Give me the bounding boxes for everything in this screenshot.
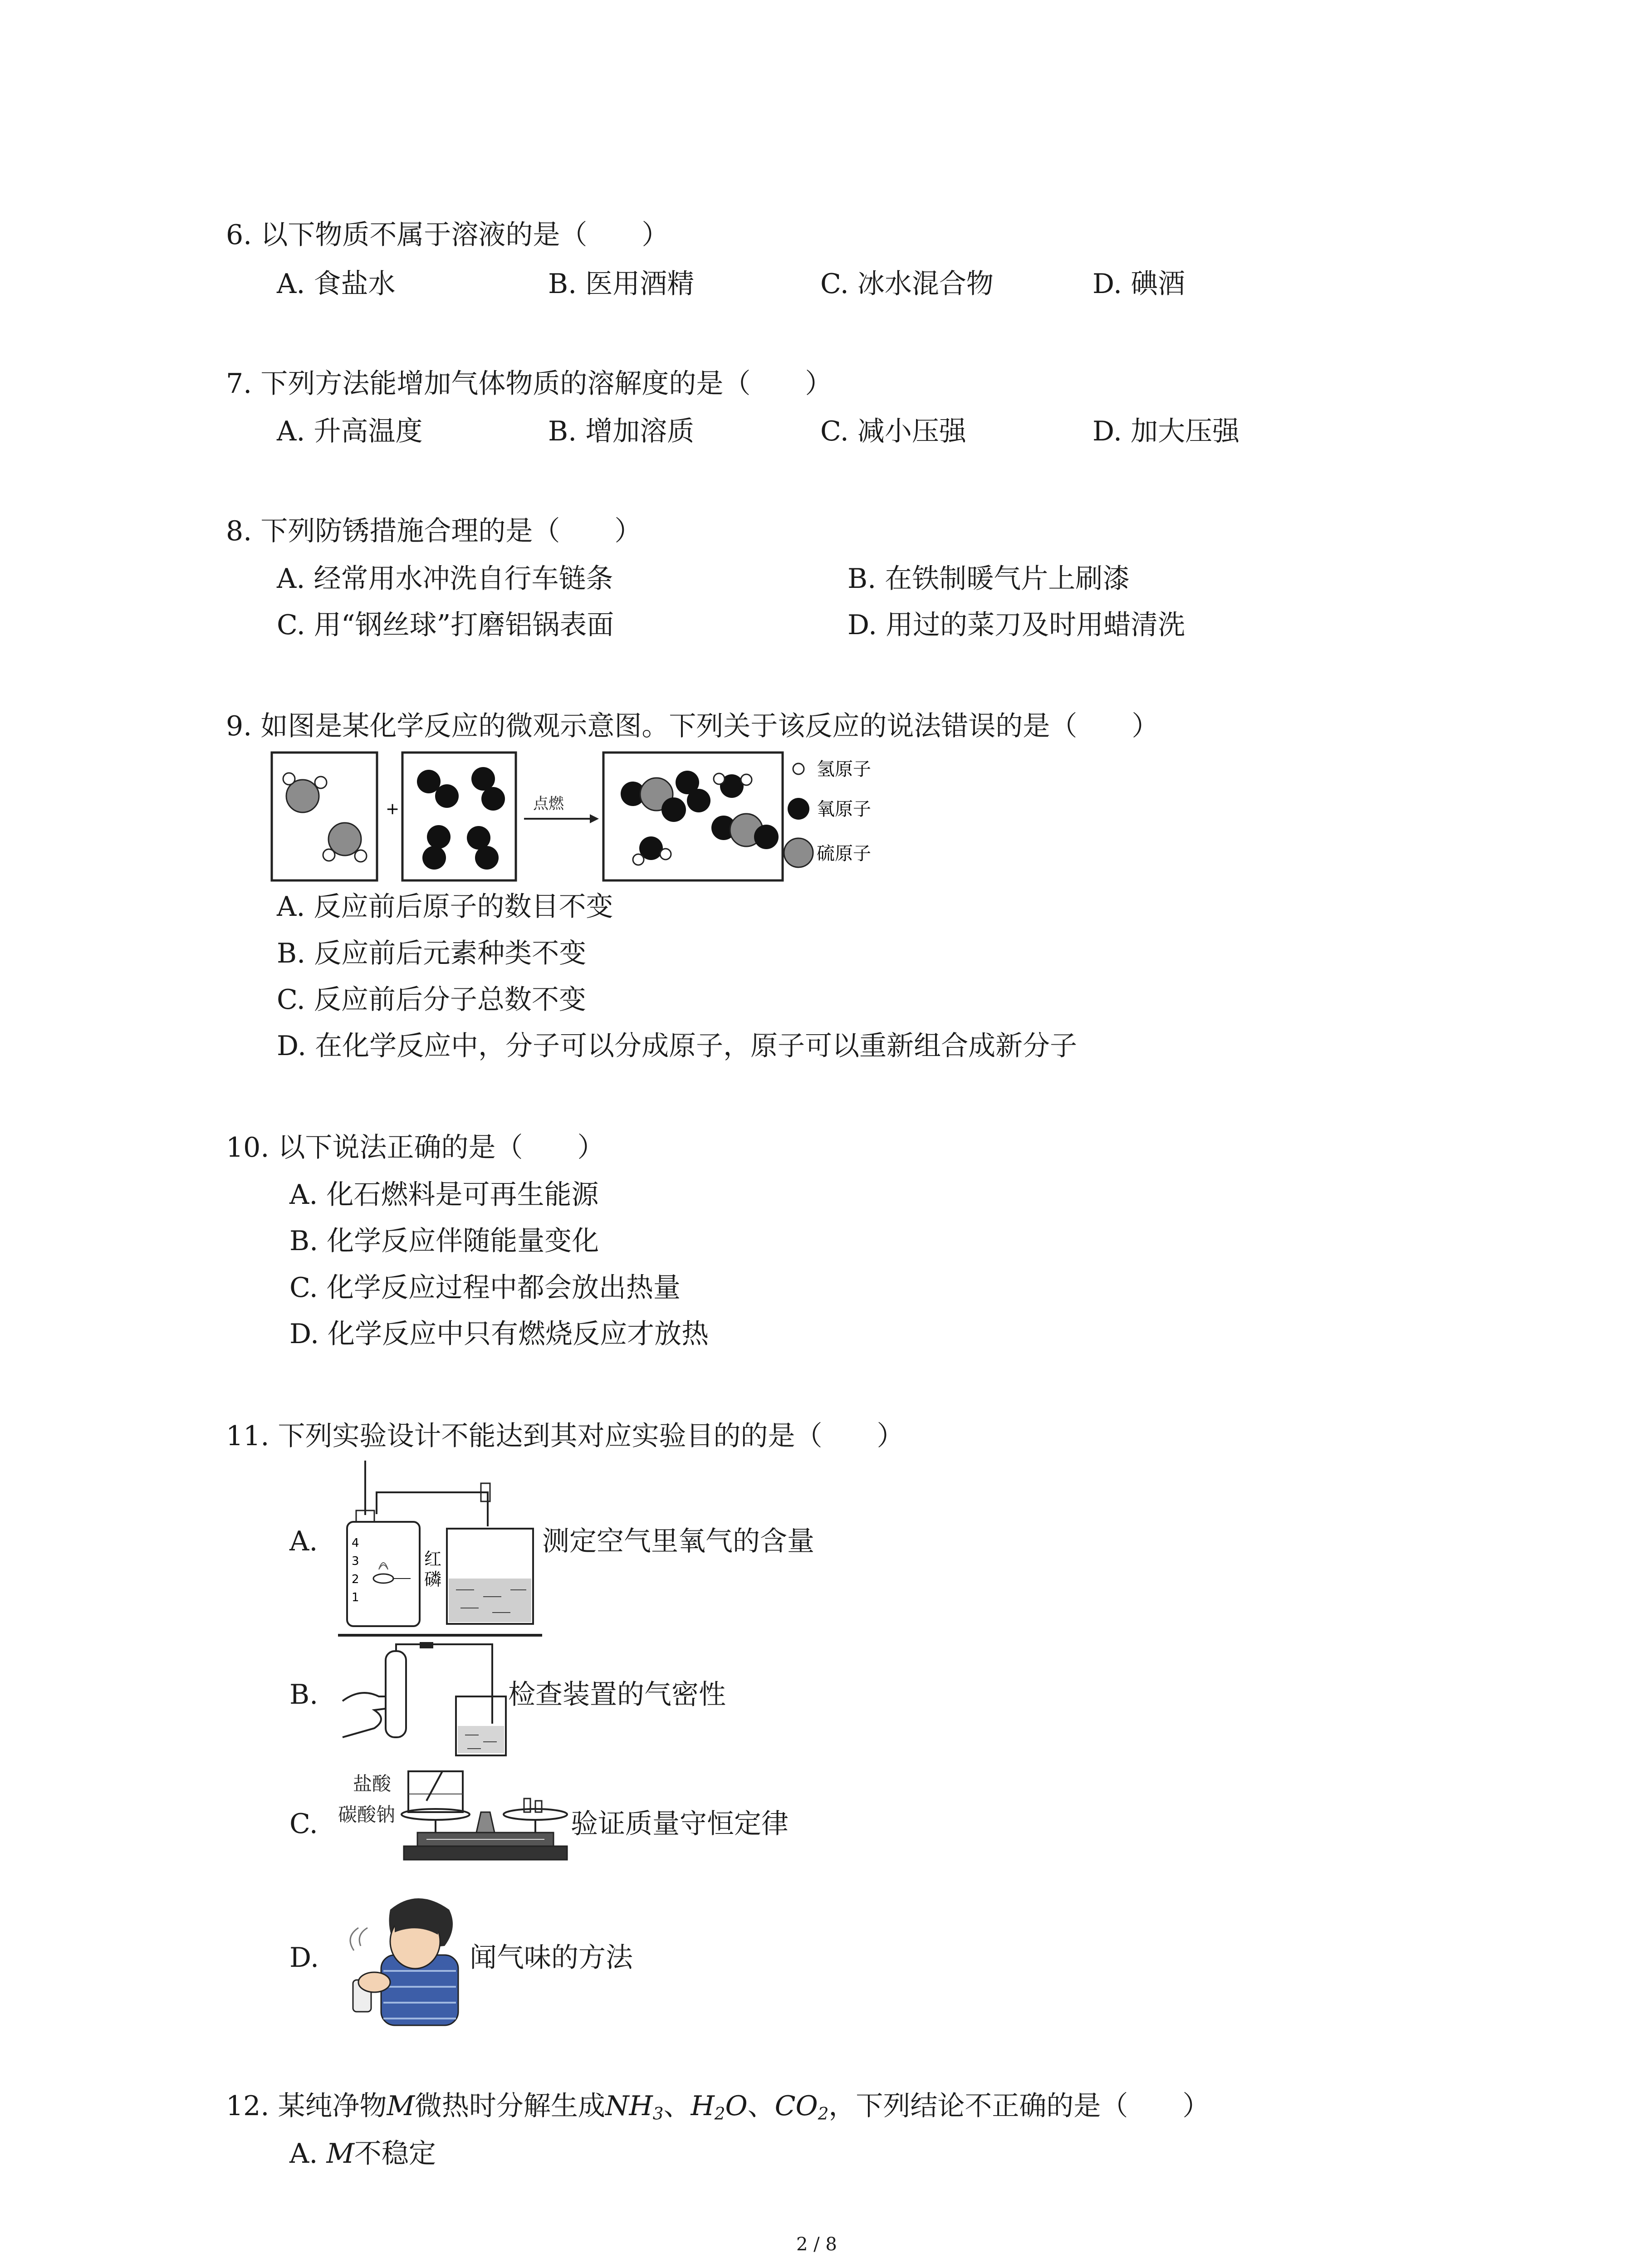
q8-stem: 8. 下列防锈措施合理的是（ ） xyxy=(226,515,642,547)
q10-stem: 10. 以下说法正确的是（ ） xyxy=(226,1132,605,1163)
q10-option-a: A. 化石燃料是可再生能源 xyxy=(289,1179,599,1211)
q11d-caption: 闻气味的方法 xyxy=(470,1942,633,1974)
red-phosphorus-label-1: 红 xyxy=(424,1549,442,1569)
q12-formula-nh3: $NH_3$ xyxy=(605,2090,664,2124)
q7-option-b: B. 增加溶质 xyxy=(548,415,695,447)
q8-option-d: D. 用过的菜刀及时用蜡清洗 xyxy=(847,609,1185,641)
red-phosphorus-label-2: 磷 xyxy=(424,1569,442,1589)
q12-stem-mid: 微热时分解生成 xyxy=(414,2090,605,2122)
q7-option-c: C. 减小压强 xyxy=(820,415,966,447)
scale-1: 1 xyxy=(352,1591,359,1604)
q8-option-b: B. 在铁制暖气片上刷漆 xyxy=(847,563,1130,595)
q12-stem xyxy=(226,2090,1210,2130)
q6-option-d: D. 碘酒 xyxy=(1092,268,1185,300)
q11b-airtightness-apparatus xyxy=(338,1642,510,1765)
scale-2: 2 xyxy=(352,1573,359,1586)
q10-option-b: B. 化学反应伴随能量变化 xyxy=(289,1225,599,1257)
q8-option-c: C. 用“钢丝球”打磨铝锅表面 xyxy=(277,609,614,641)
so2-molecule-2 xyxy=(711,814,779,849)
q6-option-b: B. 医用酒精 xyxy=(548,268,695,300)
scale-3: 3 xyxy=(352,1554,359,1568)
q12-variable-m: M xyxy=(387,2090,415,2122)
q10-option-c: C. 化学反应过程中都会放出热量 xyxy=(289,1272,681,1304)
q12-formula-co2: $CO_2$ xyxy=(774,2090,829,2124)
q12-stem-end: ，下列结论不正确的是（ ） xyxy=(828,2090,1210,2122)
h2o-molecule xyxy=(714,773,752,798)
page-number: 2 / 8 xyxy=(796,2234,837,2255)
q11-option-c: C. xyxy=(289,1808,318,1840)
legend-oxygen: 氧原子 xyxy=(817,799,871,820)
q11-option-a: A. xyxy=(289,1525,318,1557)
q9-reaction-diagram xyxy=(270,751,950,887)
q12-stem-prefix: 12. 某纯净物 xyxy=(226,2090,387,2122)
q11c-caption: 验证质量守恒定律 xyxy=(571,1808,789,1840)
q9-option-c: C. 反应前后分子总数不变 xyxy=(277,984,586,1016)
plus-sign: + xyxy=(386,800,400,818)
h2s-molecule xyxy=(323,823,367,862)
q12-separator-2: 、 xyxy=(747,2090,775,2122)
reactant-box-2 xyxy=(402,753,516,880)
legend-oxygen-icon xyxy=(788,798,809,820)
q11a-oxygen-apparatus xyxy=(338,1461,547,1642)
q11a-caption: 测定空气里氧气的含量 xyxy=(542,1525,814,1557)
q6-stem: 6. 以下物质不属于溶液的是（ ） xyxy=(226,219,669,251)
q9-stem: 9. 如图是某化学反应的微观示意图。下列关于该反应的说法错误的是（ ） xyxy=(226,710,1159,742)
h2o-molecule-2 xyxy=(633,836,671,865)
q7-option-d: D. 加大压强 xyxy=(1092,415,1240,447)
legend-sulfur-icon xyxy=(784,838,813,867)
q11b-caption: 检查装置的气密性 xyxy=(508,1679,726,1711)
q7-stem: 7. 下列方法能增加气体物质的溶解度的是（ ） xyxy=(226,368,833,400)
hcl-label: 盐酸 xyxy=(353,1773,392,1795)
q11c-balance-apparatus xyxy=(399,1767,572,1862)
scale-4: 4 xyxy=(352,1536,359,1550)
q9-option-a: A. 反应前后原子的数目不变 xyxy=(277,891,613,923)
legend-hydrogen: 氢原子 xyxy=(817,759,871,780)
h2s-molecule xyxy=(283,773,327,812)
q11d-smell-illustration xyxy=(336,1892,472,2028)
q7-option-a: A. 升高温度 xyxy=(277,415,423,447)
arrow-label: 点燃 xyxy=(533,795,564,813)
q6-option-c: C. 冰水混合物 xyxy=(820,268,994,300)
q6-option-a: A. 食盐水 xyxy=(277,268,396,300)
q8-option-a: A. 经常用水冲洗自行车链条 xyxy=(277,563,613,595)
na2co3-label: 碳酸钠 xyxy=(338,1804,396,1826)
q11-option-d: D. xyxy=(289,1942,319,1974)
q12-formula-h2o: $H_2O$ xyxy=(691,2090,748,2124)
q11-stem: 11. 下列实验设计不能达到其对应实验目的的是（ ） xyxy=(226,1420,904,1452)
q9-option-b: B. 反应前后元素种类不变 xyxy=(277,938,587,969)
o2-molecules xyxy=(417,767,505,870)
q11-option-b: B. xyxy=(289,1679,318,1711)
q9-option-d: D. 在化学反应中，分子可以分成原子，原子可以重新组合成新分子 xyxy=(277,1030,1078,1062)
q12-separator-1: 、 xyxy=(663,2090,691,2122)
q10-option-d: D. 化学反应中只有燃烧反应才放热 xyxy=(289,1318,709,1350)
legend-hydrogen-icon xyxy=(793,763,804,774)
q12-option-a: A. M不稳定 xyxy=(289,2138,436,2170)
legend-sulfur: 硫原子 xyxy=(817,843,871,864)
